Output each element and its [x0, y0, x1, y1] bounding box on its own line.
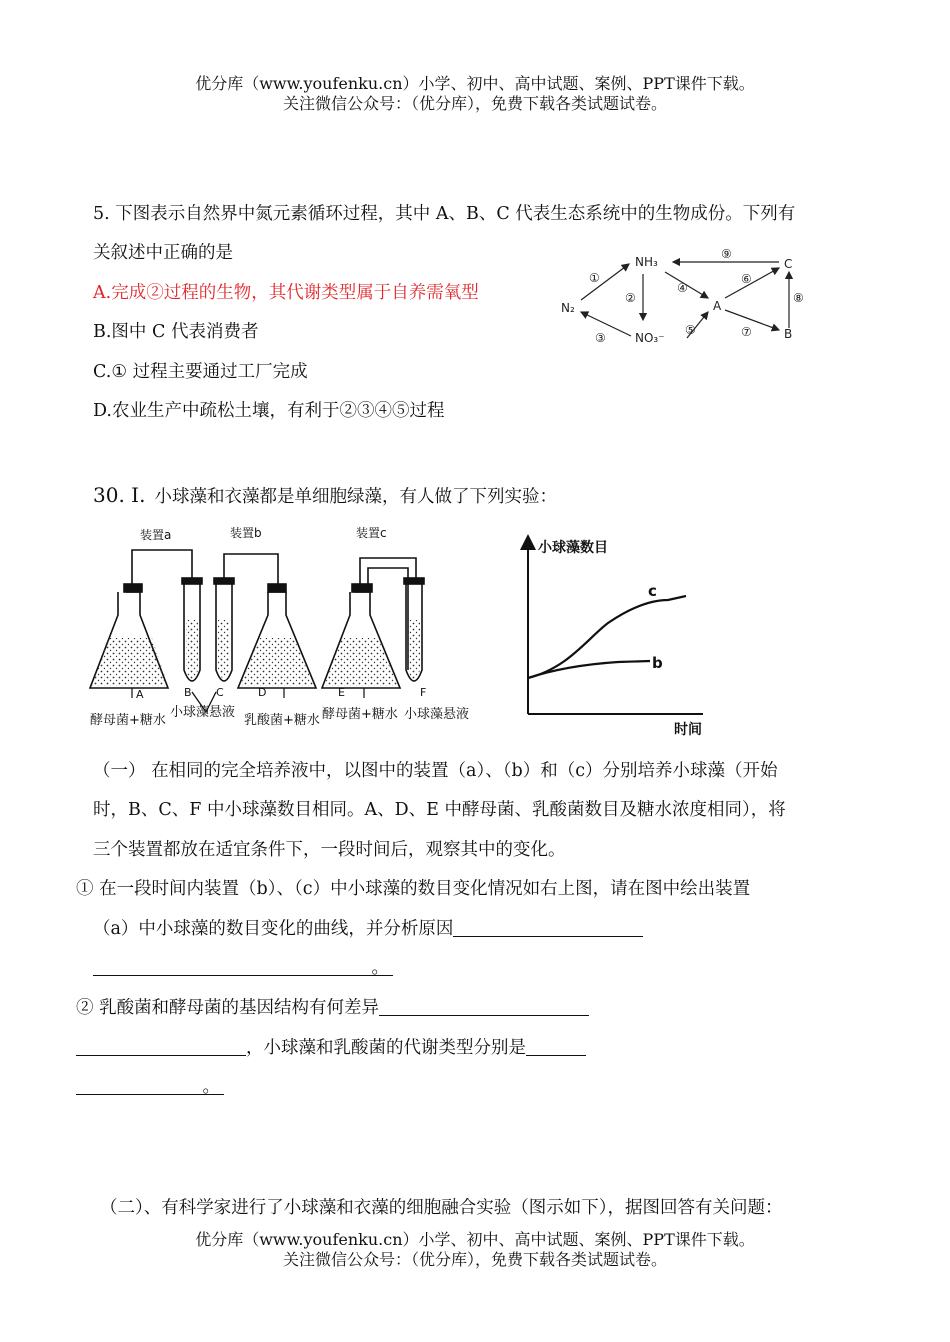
- stopper-e: [352, 584, 372, 592]
- arrow-7: [725, 310, 779, 330]
- q5-option-a: A.完成②过程的生物，其代谢类型属于自养需氧型: [93, 283, 479, 303]
- step-5-label: ⑤: [685, 323, 696, 337]
- sub2-line2-text: ，小球藻和乳酸菌的代谢类型分别是: [246, 1038, 526, 1058]
- label-F: F: [420, 686, 427, 699]
- q5-option-c: C.① 过程主要通过工厂完成: [93, 362, 308, 382]
- answer-blank-4[interactable]: [76, 1037, 246, 1056]
- step-8-label: ⑧: [793, 291, 804, 305]
- label-A: A: [136, 688, 144, 701]
- apparatus-figure: [88, 520, 488, 735]
- step-4-label: ④: [677, 281, 688, 295]
- device-a-label: 装置a: [140, 528, 172, 542]
- sub2-line1: [76, 997, 589, 1019]
- page-footer-line1: 优分库（www.youfenku.cn）小学、初中、高中试题、案例、PPT课件下载。: [195, 1230, 755, 1249]
- curve-b-label: b: [652, 654, 663, 672]
- answer-blank-5[interactable]: [526, 1037, 586, 1056]
- page-header-line1: 优分库（www.youfenku.cn）小学、初中、高中试题、案例、PPT课件下载。: [195, 74, 755, 93]
- q30-title-text: 小球藻和衣藻都是单细胞绿藻，有人做了下列实验：: [154, 487, 558, 507]
- step-3-label: ③: [595, 331, 606, 345]
- answer-blank-2[interactable]: [93, 957, 393, 976]
- label-yeast-sugar-2: 酵母菌+糖水: [322, 707, 398, 722]
- stopper-f: [404, 578, 424, 584]
- liquid-f: [408, 620, 420, 679]
- answer-blank-1[interactable]: [453, 918, 643, 937]
- sub1-line2: [93, 918, 643, 940]
- sub1-line2-text: （a）中小球藻的数目变化的曲线，并分析原因: [93, 919, 454, 939]
- liquid-d: [240, 638, 314, 686]
- graph-y-label: 小球藻数目: [538, 540, 608, 556]
- q30-title: [93, 483, 557, 508]
- stopper-d: [268, 584, 286, 592]
- no3-label: NO₃⁻: [635, 331, 665, 345]
- graph-x-label: 时间: [674, 722, 702, 738]
- node-c-label: C: [784, 257, 793, 271]
- sub2-line2: [76, 1037, 586, 1059]
- page-footer-line2: 关注微信公众号：（优分库），免费下载各类试题试卷。: [282, 1250, 667, 1269]
- node-b-label: B: [784, 327, 793, 341]
- step-6-label: ⑥: [741, 272, 752, 286]
- answer-blank-3[interactable]: [379, 997, 589, 1016]
- curve-b: [528, 661, 650, 678]
- step-9-label: ⑨: [721, 247, 732, 261]
- stopper-a: [124, 584, 142, 592]
- nitrogen-cycle-diagram: [555, 238, 855, 350]
- label-algae-2: 小球藻悬液: [404, 707, 470, 722]
- label-algae-1: 小球藻悬液: [170, 705, 236, 720]
- liquid-a: [92, 638, 168, 686]
- algae-growth-graph: [518, 528, 718, 738]
- label-D: D: [258, 686, 267, 699]
- stopper-c: [214, 578, 234, 584]
- step-2-label: ②: [625, 291, 636, 305]
- label-C: C: [216, 686, 224, 699]
- sub2-period: 。: [202, 1077, 220, 1097]
- part2-line: （二）、有科学家进行了小球藻和衣藻的细胞融合实验（图示如下），据图回答有关问题：: [100, 1198, 783, 1218]
- part1-line2: 时，B、C、F 中小球藻数目相同。A、D、E 中酵母菌、乳酸菌数目及糖水浓度相同），将: [93, 800, 786, 820]
- stopper-b: [182, 578, 202, 584]
- label-yeast-sugar-1: 酵母菌+糖水: [90, 713, 166, 728]
- sub1-period: 。: [371, 958, 389, 978]
- label-E: E: [338, 686, 345, 699]
- q30-number: 30. Ⅰ.: [93, 483, 146, 507]
- sub1-line1: ① 在一段时间内装置（b）、（c）中小球藻的数目变化情况如右上图，请在图中绘出装置: [76, 879, 751, 899]
- node-a-label: A: [713, 299, 722, 313]
- liquid-c: [218, 620, 230, 679]
- label-lactic-sugar: 乳酸菌+糖水: [244, 713, 320, 728]
- q5-stem-line2: 关叙述中正确的是: [93, 243, 233, 263]
- q5-stem-line1: 5. 下图表示自然界中氮元素循环过程，其中 A、B、C 代表生态系统中的生物成份。下列有: [93, 204, 796, 224]
- nh3-label: NH₃: [635, 255, 658, 269]
- arrow-6: [725, 268, 779, 298]
- device-c-label: 装置c: [356, 526, 387, 540]
- arrow-3: [581, 312, 631, 336]
- device-b-label: 装置b: [230, 526, 262, 540]
- part1-line3: 三个装置都放在适宜条件下，一段时间后，观察其中的变化。: [93, 840, 566, 860]
- label-B: B: [184, 686, 192, 699]
- part1-line1: （一） 在相同的完全培养液中，以图中的装置（a）、（b）和（c）分别培养小球藻（开始: [93, 761, 778, 781]
- answer-blank-6[interactable]: [76, 1076, 224, 1095]
- n2-label: N₂: [561, 301, 575, 315]
- step-1-label: ①: [589, 271, 600, 285]
- page-header-line2: 关注微信公众号：（优分库），免费下载各类试题试卷。: [282, 94, 667, 113]
- curve-c-label: c: [648, 582, 657, 600]
- q5-option-b: B.图中 C 代表消费者: [93, 322, 259, 342]
- liquid-e: [324, 638, 398, 686]
- step-7-label: ⑦: [741, 325, 752, 339]
- sub2-line3: [76, 1076, 224, 1098]
- q5-option-d: D.农业生产中疏松土壤，有利于②③④⑤过程: [93, 401, 445, 421]
- liquid-b: [186, 620, 198, 679]
- sub2-line1-text: ② 乳酸菌和酵母菌的基因结构有何差异: [76, 998, 380, 1018]
- sub1-line3: [93, 957, 393, 979]
